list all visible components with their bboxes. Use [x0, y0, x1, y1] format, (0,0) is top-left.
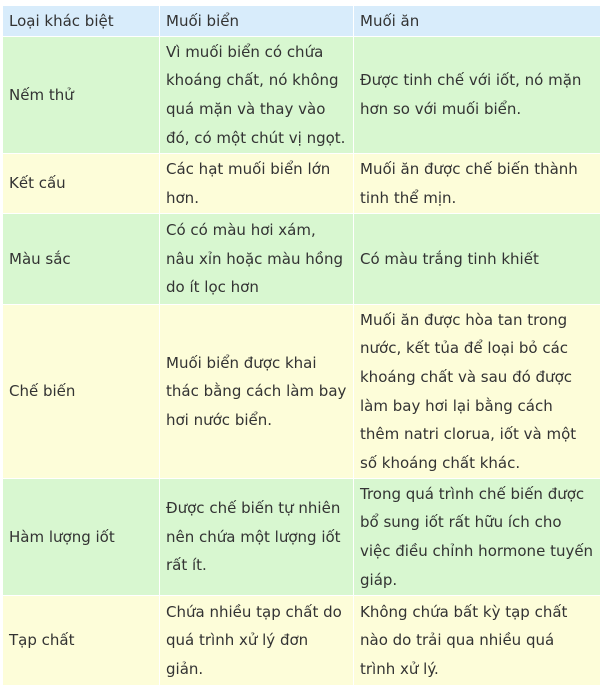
row-type: Hàm lượng iốt — [3, 479, 160, 596]
header-sea-salt: Muối biển — [160, 6, 354, 37]
row-type: Tạp chất — [3, 596, 160, 686]
table-row — [3, 37, 601, 154]
table-row — [3, 596, 601, 686]
sea-salt-cell: Có có màu hơi xám, nâu xỉn hoặc màu hồng do ít lọc hơn — [160, 214, 354, 305]
row-type: Kết cấu — [3, 154, 160, 214]
table-header — [3, 6, 601, 37]
header-row — [3, 6, 601, 37]
table-salt-cell: Được tinh chế với iốt, nó mặn hơn so với muối biển. — [354, 37, 601, 154]
table-salt-cell: Trong quá trình chế biến được bổ sung iốt rất hữu ích cho việc điều chỉnh hormone tuyến giáp. — [354, 479, 601, 596]
header-table-salt: Muối ăn — [354, 6, 601, 37]
table-row — [3, 479, 601, 596]
row-type: Màu sắc — [3, 214, 160, 305]
row-type: Nếm thử — [3, 37, 160, 154]
table-body — [3, 37, 601, 686]
table-salt-cell: Muối ăn được chế biến thành tinh thể mịn. — [354, 154, 601, 214]
header-difference-type: Loại khác biệt — [3, 6, 160, 37]
row-type: Chế biến — [3, 305, 160, 479]
sea-salt-cell: Muối biển được khai thác bằng cách làm bay hơi nước biển. — [160, 305, 354, 479]
sea-salt-cell: Chứa nhiều tạp chất do quá trình xử lý đơn giản. — [160, 596, 354, 686]
table-salt-cell: Muối ăn được hòa tan trong nước, kết tủa để loại bỏ các khoáng chất và sau đó được làm bay hơi lại bằng cách thêm natri clorua, iốt và một số khoáng chất khác. — [354, 305, 601, 479]
sea-salt-cell: Được chế biến tự nhiên nên chứa một lượng iốt rất ít. — [160, 479, 354, 596]
sea-salt-cell: Các hạt muối biển lớn hơn. — [160, 154, 354, 214]
table-row — [3, 305, 601, 479]
table-row — [3, 154, 601, 214]
table-row — [3, 214, 601, 305]
comparison-table — [2, 5, 601, 686]
sea-salt-cell: Vì muối biển có chứa khoáng chất, nó không quá mặn và thay vào đó, có một chút vị ngọt. — [160, 37, 354, 154]
table-salt-cell: Có màu trắng tinh khiết — [354, 214, 601, 305]
table-salt-cell: Không chứa bất kỳ tạp chất nào do trải qua nhiều quá trình xử lý. — [354, 596, 601, 686]
